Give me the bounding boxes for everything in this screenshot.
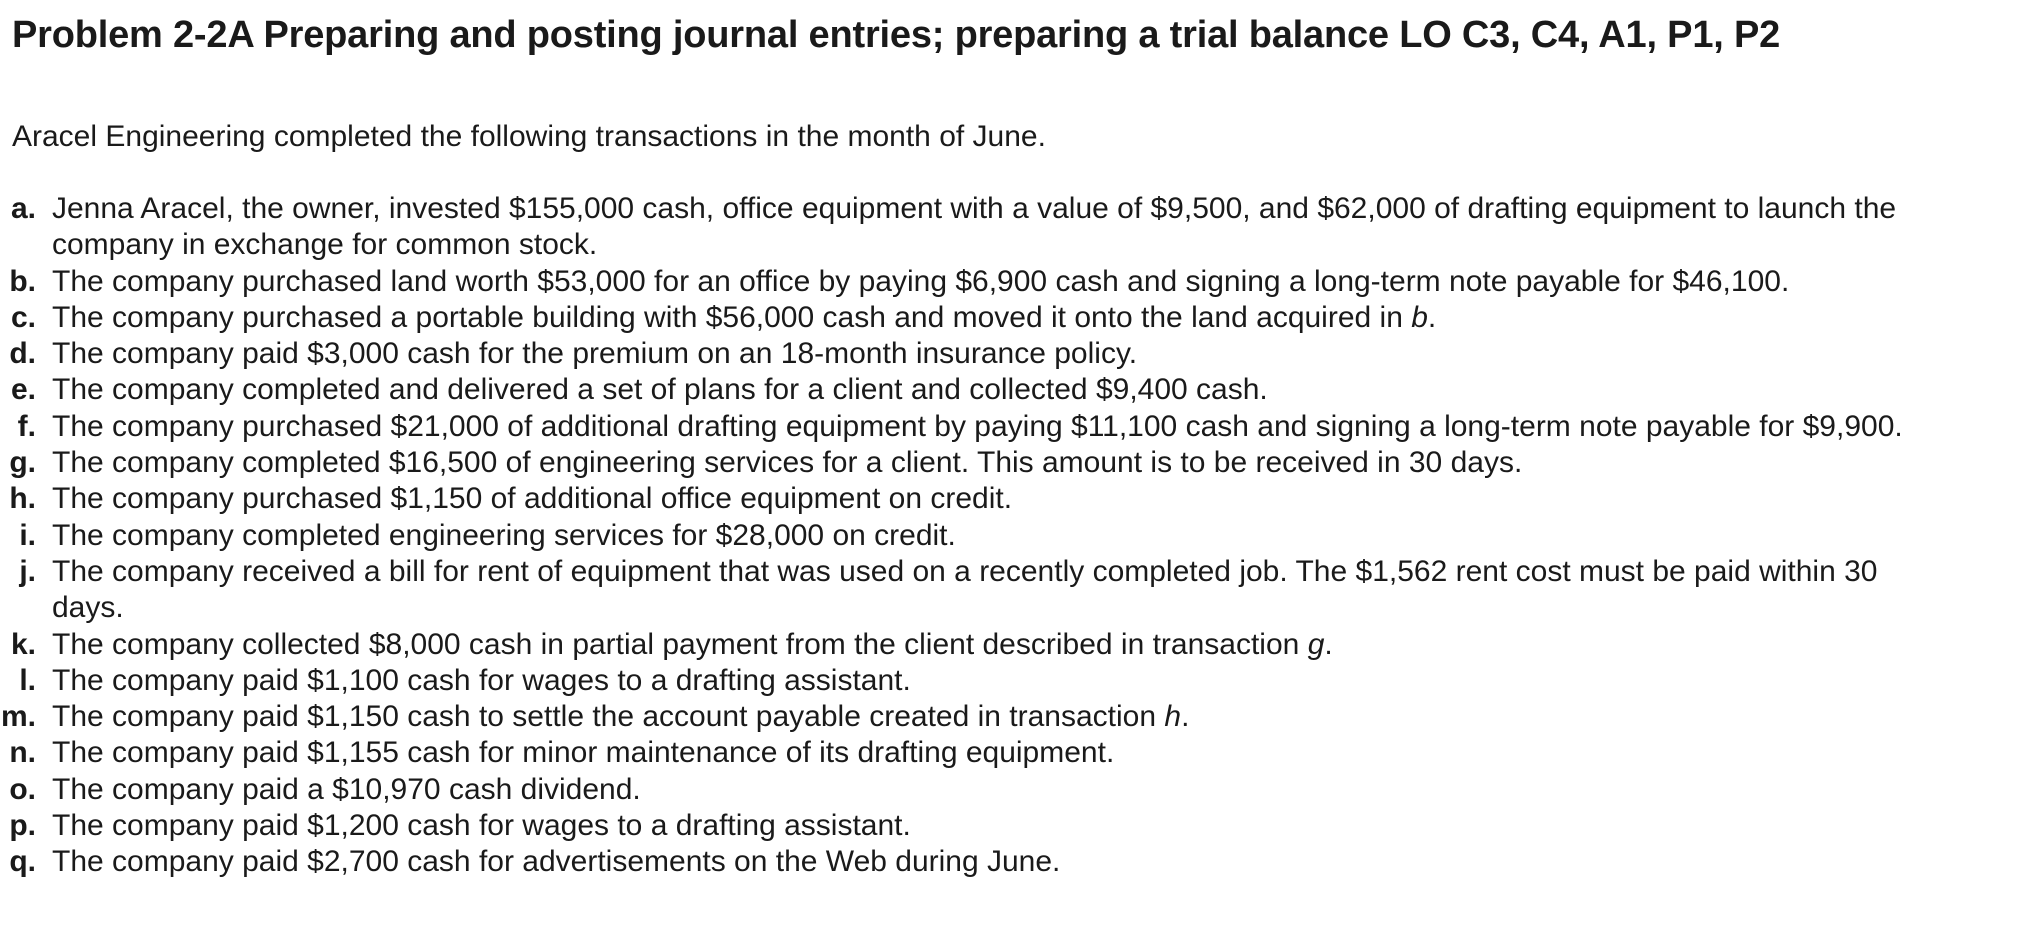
transaction-text: The company paid $1,200 cash for wages to a drafting assistant. xyxy=(52,809,911,843)
transaction-letter: p. xyxy=(9,809,36,843)
transaction-text: Jenna Aracel, the owner, invested $155,000 cash, office equipment with a value of $9,500, and $62,000 of drafting equipment to launch the company in exchange for common stock. xyxy=(52,192,1897,262)
transaction-item xyxy=(0,699,2036,735)
transaction-reference: g xyxy=(1307,627,1325,661)
transaction-letter: q. xyxy=(9,845,36,879)
transaction-item xyxy=(0,445,2036,481)
transaction-item xyxy=(0,663,2036,699)
transaction-letter: d. xyxy=(9,337,36,371)
transaction-text: The company paid $3,000 cash for the premium on an 18-month insurance policy. xyxy=(52,337,1138,371)
transaction-item xyxy=(0,481,2036,517)
transaction-letter: c. xyxy=(10,300,36,334)
transaction-letter: j. xyxy=(19,554,36,588)
transaction-reference: h xyxy=(1164,700,1182,734)
transaction-letter: f. xyxy=(17,409,36,443)
transaction-letter: l. xyxy=(19,663,36,697)
transaction-item xyxy=(0,627,2036,663)
transaction-letter: a. xyxy=(10,192,36,225)
transaction-item xyxy=(0,844,2036,880)
transaction-item xyxy=(0,518,2036,554)
transaction-letter: i. xyxy=(19,518,36,552)
problem-title: Problem 2-2A Preparing and posting journal entries; preparing a trial balance LO C3, C4, A1, P1, P2 xyxy=(12,14,1781,56)
transaction-letter: g. xyxy=(9,446,36,480)
transaction-text: The company completed and delivered a set of plans for a client and collected $9,400 cash. xyxy=(52,373,1268,407)
transaction-item xyxy=(0,409,2036,445)
transaction-letter: b. xyxy=(9,264,36,298)
transaction-letter: o. xyxy=(9,772,36,806)
transaction-item xyxy=(0,191,2036,264)
transaction-letter: h. xyxy=(9,482,36,516)
transaction-text: The company purchased land worth $53,000 for an office by paying $6,900 cash and signing a long-term note payable for $46,100. xyxy=(52,264,1790,298)
transaction-letter: m. xyxy=(0,700,36,734)
transaction-text: The company paid a $10,970 cash dividend. xyxy=(52,772,641,806)
transaction-item xyxy=(0,808,2036,844)
transaction-text: The company paid $1,150 cash to settle the account payable created in transaction h. xyxy=(52,700,1190,734)
transaction-item xyxy=(0,336,2036,372)
transaction-list xyxy=(0,191,2036,881)
transaction-letter: n. xyxy=(9,736,36,770)
transaction-text: The company paid $1,100 cash for wages to a drafting assistant. xyxy=(52,663,911,697)
transaction-item xyxy=(0,735,2036,771)
transaction-text: The company completed engineering services for $28,000 on credit. xyxy=(52,518,956,552)
transaction-letter: k. xyxy=(10,627,36,661)
transaction-item xyxy=(0,372,2036,408)
transaction-item xyxy=(0,554,2036,627)
transaction-text: The company purchased $1,150 of additional office equipment on credit. xyxy=(52,482,1013,516)
transaction-item xyxy=(0,264,2036,300)
transaction-text: The company purchased $21,000 of additional drafting equipment by paying $11,100 cash and signing a long-term note payable for $9,900. xyxy=(52,409,1903,443)
transaction-text: The company received a bill for rent of equipment that was used on a recently completed job. The $1,562 rent cost must be paid within 30 days. xyxy=(52,554,1878,625)
transaction-text: The company paid $2,700 cash for advertisements on the Web during June. xyxy=(52,845,1061,879)
transaction-text: The company collected $8,000 cash in partial payment from the client described in transaction g. xyxy=(52,627,1333,661)
transaction-text: The company purchased a portable building with $56,000 cash and moved it onto the land acquired in b. xyxy=(52,300,1437,334)
transaction-text: The company paid $1,155 cash for minor maintenance of its drafting equipment. xyxy=(52,736,1115,770)
transaction-reference: b xyxy=(1411,300,1428,334)
transaction-text: The company completed $16,500 of engineering services for a client. This amount is to be received in 30 days. xyxy=(52,446,1523,480)
intro-text: Aracel Engineering completed the following transactions in the month of June. xyxy=(12,120,1046,153)
transaction-letter: e. xyxy=(10,373,36,407)
transaction-item xyxy=(0,772,2036,808)
transaction-item xyxy=(0,300,2036,336)
